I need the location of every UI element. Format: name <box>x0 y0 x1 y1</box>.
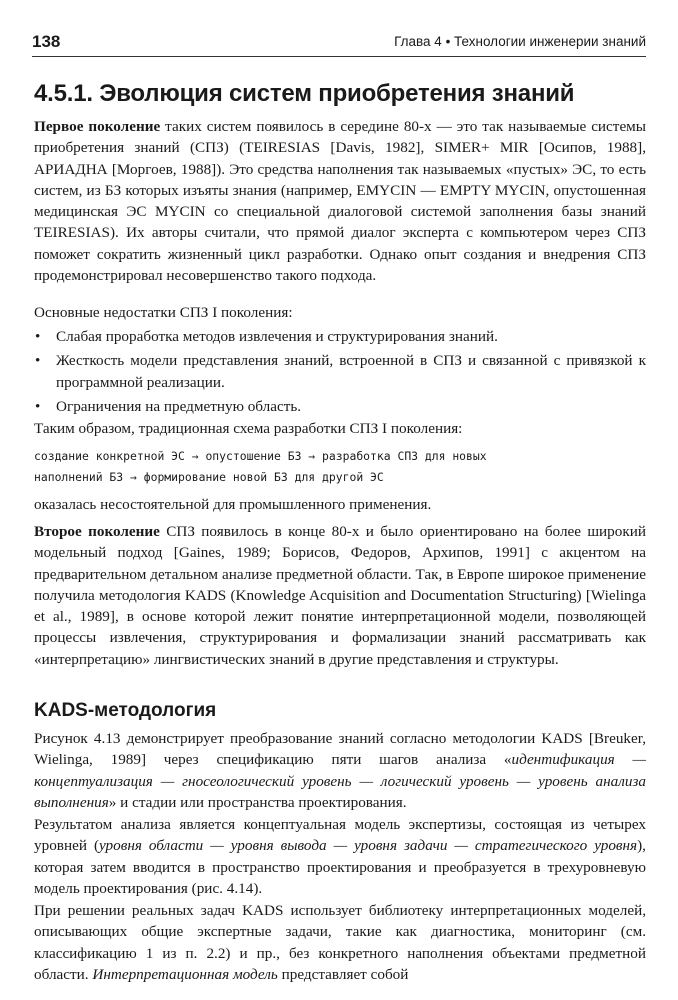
list-item: • Слабая проработка методов извлечения и структурирования знаний. <box>34 326 646 347</box>
analysis-steps: идентификация — концептуализация — гносеологический уровень — логический уровень — уровень анализа выполнения <box>34 751 646 811</box>
scheme-block <box>34 446 646 488</box>
deficits-intro: Основные недостатки СПЗ I поколения: <box>34 304 293 321</box>
scheme-line: создание конкретной ЭС → опустошение БЗ → разработка СПЗ для новых <box>34 449 487 463</box>
list-item: • Жесткость модели представления знаний, встроенной в СПЗ и связанной с привязкой к программной реализации. <box>35 352 646 391</box>
scheme-result: оказалась несостоятельной для промышленного применения. <box>34 496 432 513</box>
paragraph-kads-figure: Рисунок 4.13 демонстрирует преобразование знаний согласно методологии KADS [Breuker, Wielinga, 1989] через спецификацию пяти шагов анализа «идентификация — концептуализация — гносеологический уровень — логический уровень — уровень анализа выполнения» и стадии или пространства проектирования. <box>34 730 646 811</box>
bullet-icon: • <box>35 397 41 415</box>
term-first-generation: Первое поколение <box>34 118 161 135</box>
section-heading: 4.5.1. Эволюция систем приобретения знаний <box>34 80 575 107</box>
paragraph-expertise-model: Результатом анализа является концептуальная модель экспертизы, состоящая из четырех уровней (уровня области — уровня вывода — уровня задачи — стратегического уровня), которая затем вводится в пространство проектирования и преобразуется в трехуровневую модель проектирования (рис. 4.14). <box>34 816 646 897</box>
term-second-generation: Второе поколение <box>34 523 160 540</box>
paragraph-second-generation <box>34 521 646 670</box>
page-number: 138 <box>32 32 61 51</box>
paragraph-text: таких систем появилось в середине 80-х — это так называемые системы приобретения знаний (СПЗ) (TEIRESIAS [Davis, 1982], SIMER+ MIR [Осипов, 1988], АРИАДНА [Моргоев, 1988]). Это средства наполнения так называемых «пустых» ЭС, то есть систем, из БЗ которых изъяты знания (например, EMYCIN — EMPTY MYCIN, опустошенная медицинская ЭС MYCIN со специальной диалоговой системой заполнения базы знаний TEIRESIAS). Их авторы считали, что прямой диалог эксперта с компьютером через СПЗ поможет сократить жизненный цикл разработки. Однако опыт создания и внедрения СПЗ продемонстрировал несовершенство такого подхода. <box>34 118 646 285</box>
list-item: • Ограничения на предметную область. <box>34 396 646 417</box>
bullet-icon: • <box>35 328 41 345</box>
paragraph-interpretation-models: При решении реальных задач KADS использует библиотеку интерпретационных моделей, описывающих общие экспертные задачи, такие как диагностика, мониторинг (см. классификацию 1 из п. 2.2) и пр., без конкретного наполнения объектами предметной области. Интерпретационная модель представляет собой <box>34 902 646 983</box>
scheme-intro: Таким образом, традиционная схема разработки СПЗ I поколения: <box>34 420 463 437</box>
bullet-icon: • <box>35 352 41 370</box>
deficits-list <box>34 326 646 420</box>
scheme-line: наполнений БЗ → формирование новой БЗ для другой ЭС <box>34 470 384 484</box>
term-interpretation-model: Интерпретационная модель <box>92 965 278 983</box>
paragraph-first-generation <box>34 116 646 286</box>
running-header <box>32 32 646 57</box>
model-levels: уровня области — уровня вывода — уровня задачи — стратегического уровня <box>99 837 638 855</box>
paragraph-text: СПЗ появилось в конце 80-х и было ориентировано на более широкий модельный подход [Gaines, 1989; Борисов, Федоров, Архипов, 1991] с акцентом на предварительном детальном анализе предметной области. Так, в Европе широкое применение получила методология KADS (Knowledge Acquisition and Documentation Structuring) [Wielinga et al., 1989], в основе которой лежит понятие интерпретационной модели, позволяющей процессы извлечения, структурирования и формализации знаний рассматривать как «интерпретацию» лингвистических знаний в другие представления и структуры. <box>34 523 647 668</box>
subsection-heading: KADS-методология <box>34 700 217 721</box>
running-title: Глава 4 • Технологии инженерии знаний <box>394 34 646 49</box>
